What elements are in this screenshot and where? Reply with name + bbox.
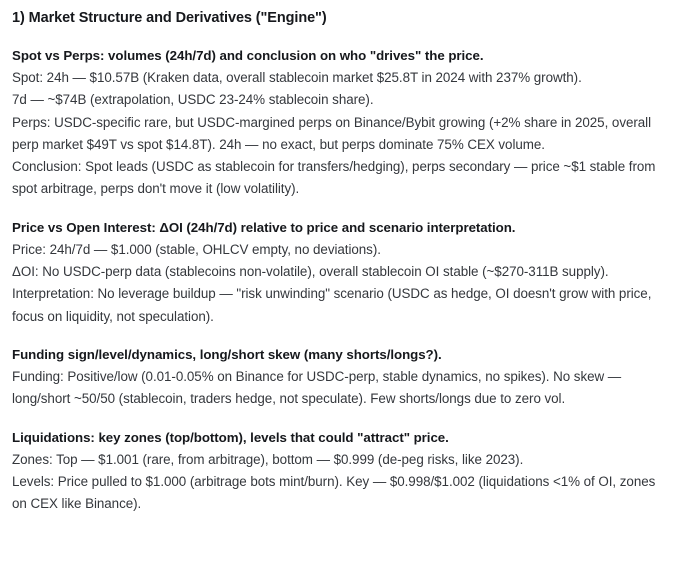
- section-paragraph: Conclusion: Spot leads (USDC as stablecoin for transfers/hedging), perps secondary — price ~$1 stable from spot arbitrage, perps don't move it (low volatility).: [12, 159, 656, 197]
- section-paragraph: Levels: Price pulled to $1.000 (arbitrage bots mint/burn). Key — $0.998/$1.002 (liquidations <1% of OI, zones on CEX like Binance).: [12, 473, 656, 512]
- section-paragraph: Interpretation: No leverage buildup — "risk unwinding" scenario (USDC as hedge, OI doesn't grow with price, focus on liquidity, not speculation).: [12, 286, 652, 324]
- section-funding: [12, 344, 672, 411]
- page-title: 1) Market Structure and Derivatives ("Engine"): [12, 10, 327, 26]
- section-paragraph: Funding: Positive/low (0.01-0.05% on Binance for USDC-perp, stable dynamics, no spikes). No skew — long/short ~50/50 (stablecoin, traders hedge, not speculate). Few shorts/longs due to zero vol.: [12, 368, 622, 407]
- section-heading: Funding sign/level/dynamics, long/short skew (many shorts/longs?).: [12, 346, 442, 362]
- section-paragraph: Perps: USDC-specific rare, but USDC-margined perps on Binance/Bybit growing (+2% share in 2025, overall perp market $49T vs spot $14.8T). 24h — no exact, but perps dominate 75% CEX volume.: [12, 114, 652, 152]
- section-paragraph: 7d — ~$74B (extrapolation, USDC 23-24% stablecoin share).: [12, 92, 374, 108]
- section-paragraph: Zones: Top — $1.001 (rare, from arbitrage), bottom — $0.999 (de-peg risks, like 2023).: [12, 451, 524, 467]
- section-paragraph: ΔOI: No USDC-perp data (stablecoins non-volatile), overall stablecoin OI stable (~$270-311B supply).: [12, 264, 609, 280]
- section-heading: Liquidations: key zones (top/bottom), levels that could "attract" price.: [12, 429, 449, 445]
- section-spot-vs-perps: [12, 45, 672, 201]
- section-liquidations: [12, 427, 672, 516]
- section-paragraph: Spot: 24h — $10.57B (Kraken data, overall stablecoin market $25.8T in 2024 with 237% growth).: [12, 70, 582, 85]
- section-price-vs-open-interest: [12, 217, 672, 328]
- section-paragraph: Price: 24h/7d — $1.000 (stable, OHLCV empty, no deviations).: [12, 241, 381, 257]
- section-heading: Price vs Open Interest: ΔOI (24h/7d) relative to price and scenario interpretation.: [12, 219, 516, 235]
- section-heading: Spot vs Perps: volumes (24h/7d) and conclusion on who "drives" the price.: [12, 48, 484, 63]
